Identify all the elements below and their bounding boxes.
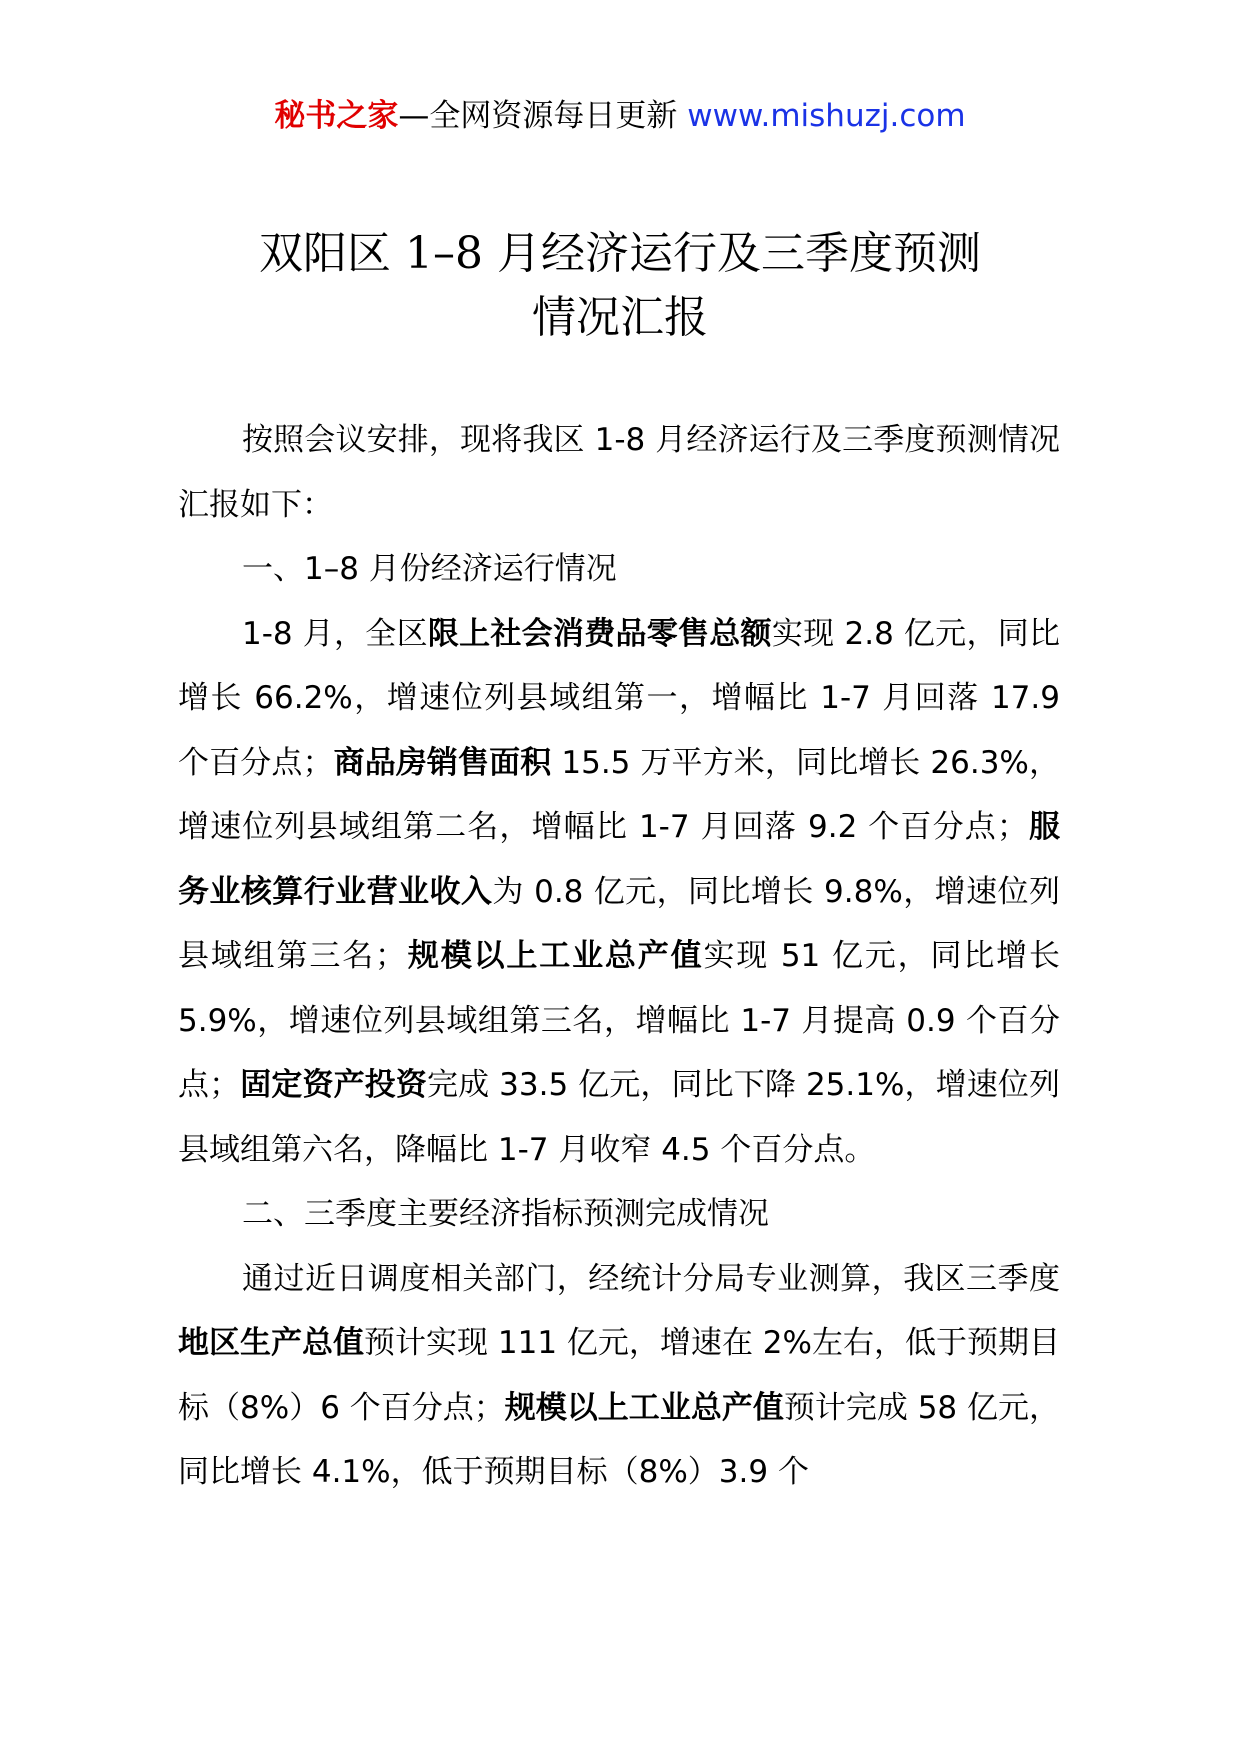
paragraph-text: 完成 33.5 亿元，同比下降 25.1%，增速位列县域组第六名，降幅比 1-7 月收窄 4.5 个百分点。	[178, 1067, 1061, 1168]
paragraph-text: 实现 2.8 亿元，同比增长 66.2%，增速位列县域组第一，增幅比 1-7 月回落 17.9 个百分点；	[178, 615, 1060, 781]
document-title-line-1: 双阳区 1–8 月经济运行及三季度预测	[259, 228, 981, 279]
paragraph-text: 通过近日调度相关部门，经统计分局专业测算，我区三季度	[242, 1260, 1060, 1297]
site-slogan: —全网资源每日更新	[398, 98, 678, 134]
section-2-paragraph	[178, 1247, 1060, 1505]
paragraph-text: 1-8 月，全区	[242, 615, 428, 652]
intro-paragraph: 按照会议安排，现将我区 1-8 月经济运行及三季度预测情况汇报如下：	[178, 422, 1060, 523]
bold-indicator-term: 规模以上工业总产值	[406, 938, 704, 974]
paragraph-text: 为 0.8 亿元，同比增长 9.8%，增速位列县域组第三名；	[178, 873, 1060, 974]
paragraph-text: 15.5 万平方米，同比增长 26.3%，增速位列县域组第二名，增幅比 1-7 月回落 9.2 个百分点；	[178, 744, 1060, 845]
site-url-link[interactable]: www.mishuzj.com	[677, 98, 966, 134]
section-1-heading: 一、1–8 月份经济运行情况	[242, 551, 617, 587]
section-1-paragraph	[178, 602, 1060, 1183]
document-title	[0, 222, 1240, 350]
bold-indicator-term: 服务业核算行业营业收入	[178, 809, 1060, 910]
bold-indicator-term: 地区生产总值	[178, 1325, 365, 1361]
bold-indicator-term: 规模以上工业总产值	[504, 1389, 784, 1426]
document-body	[178, 408, 1060, 1505]
paragraph-text: 预计完成 58 亿元，同比增长 4.1%，低于预期目标（8%）3.9 个	[178, 1389, 1061, 1490]
paragraph-text: 实现 51 亿元，同比增长 5.9%，增速位列县域组第三名，增幅比 1-7 月提高 0.9 个百分点；	[178, 938, 1061, 1103]
bold-indicator-term: 商品房销售面积	[333, 744, 552, 781]
brand-name: 秘书之家	[274, 98, 399, 134]
bold-indicator-term: 限上社会消费品零售总额	[427, 615, 772, 652]
site-header	[0, 96, 1240, 136]
bold-indicator-term: 固定资产投资	[240, 1067, 427, 1103]
paragraph-text: 预计实现 111 亿元，增速在 2%左右，低于预期目标（8%）6 个百分点；	[178, 1325, 1061, 1426]
section-2-heading: 二、三季度主要经济指标预测完成情况	[242, 1196, 769, 1232]
document-title-line-2: 情况汇报	[532, 292, 708, 343]
